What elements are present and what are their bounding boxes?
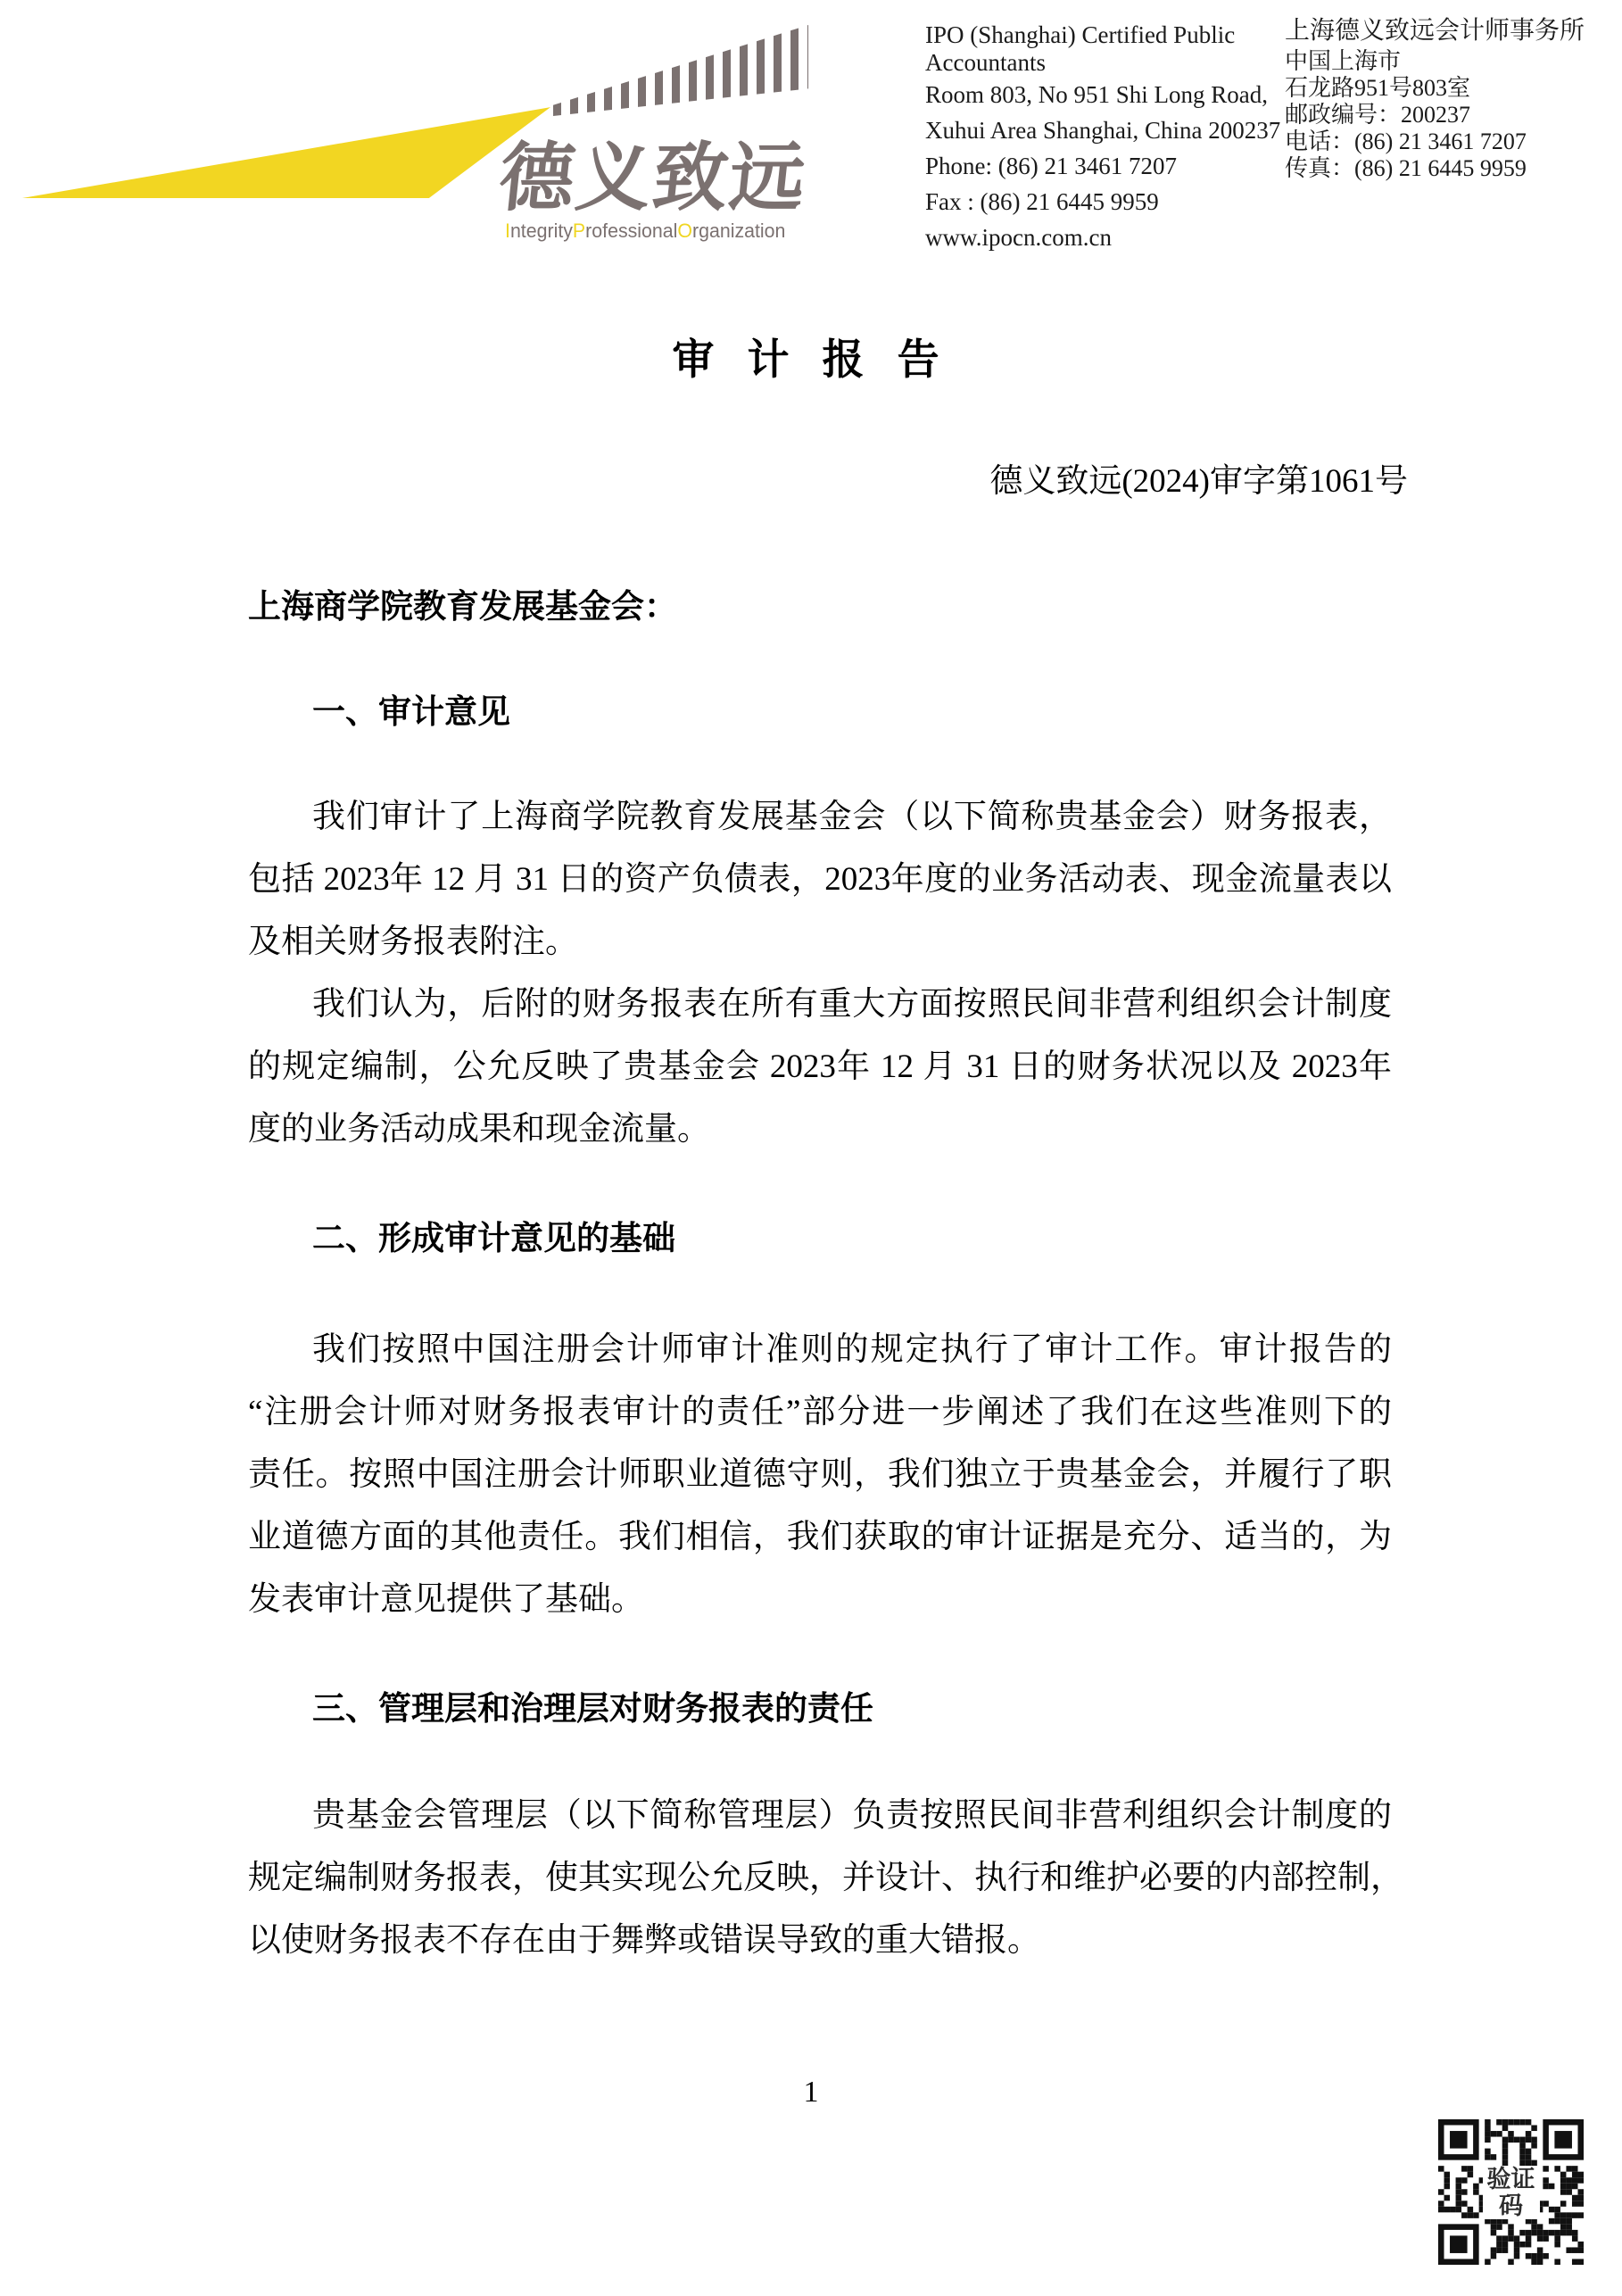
qr-verification-label: 验证码 xyxy=(1483,2166,1540,2219)
section-heading-1: 一、审计意见 xyxy=(312,693,510,730)
section-heading-3: 三、管理层和治理层对财务报表的责任 xyxy=(312,1690,873,1727)
contact-en-line: Xuhui Area Shanghai, China 200237 xyxy=(925,117,1281,144)
paragraph-line: 贵基金会管理层（以下简称管理层）负责按照民间非营利组织会计制度的 xyxy=(312,1797,1392,1834)
contact-cn-line: 石龙路951号803室 xyxy=(1285,75,1471,101)
paragraph-line: 及相关财务报表附注。 xyxy=(248,924,578,960)
contact-en-line: Accountants xyxy=(925,49,1046,76)
paragraph-line: 度的业务活动成果和现金流量。 xyxy=(248,1111,710,1148)
paragraph xyxy=(248,1319,1392,1631)
paragraph xyxy=(248,1785,1403,1972)
contact-cn-line: 邮政编号：200237 xyxy=(1285,102,1471,128)
paragraph xyxy=(248,974,1392,1161)
paragraph xyxy=(248,786,1392,974)
paragraph-line: “注册会计师对财务报表审计的责任”部分进一步阐述了我们在这些准则下的 xyxy=(248,1394,1392,1430)
salutation: 上海商学院教育发展基金会： xyxy=(248,588,677,625)
paragraph-line: 我们审计了上海商学院教育发展基金会（以下简称贵基金会）财务报表， xyxy=(312,799,1392,835)
paragraph-line: 规定编制财务报表，使其实现公允反映，并设计、执行和维护必要的内部控制， xyxy=(248,1860,1403,1896)
tagline-initial-i: I xyxy=(505,220,510,242)
logo-brand-text: 德义致远 xyxy=(495,136,811,220)
paragraph-line: 的规定编制，公允反映了贵基金会 2023年 12 月 31 日的财务状况以及 2023年 xyxy=(248,1049,1392,1085)
logo-bar-chart-icon xyxy=(553,25,808,116)
contact-info-chinese xyxy=(1285,16,1615,182)
tagline-word-organization: rganization xyxy=(691,220,786,242)
verification-qr-code xyxy=(1438,2119,1584,2265)
paragraph-line: 以使财务报表不存在由于舞弊或错误导致的重大错报。 xyxy=(248,1922,1040,1959)
contact-en-line: IPO (Shanghai) Certified Public xyxy=(925,21,1236,48)
contact-info-english xyxy=(925,20,1282,258)
paragraph-line: 我们按照中国注册会计师审计准则的规定执行了审计工作。审计报告的 xyxy=(312,1331,1392,1368)
page-title: 审 计 报 告 xyxy=(672,336,950,383)
paragraph-line: 责任。按照中国注册会计师职业道德守则，我们独立于贵基金会，并履行了职 xyxy=(248,1456,1392,1493)
document-reference-number: 德义致远(2024)审字第1061号 xyxy=(989,463,1408,500)
contact-en-line: Room 803, No 951 Shi Long Road, xyxy=(925,81,1269,108)
contact-en-line: Phone: (86) 21 3461 7207 xyxy=(925,153,1177,179)
paragraph-line: 我们认为，后附的财务报表在所有重大方面按照民间非营利组织会计制度 xyxy=(312,986,1392,1023)
contact-en-website: www.ipocn.com.cn xyxy=(925,224,1112,251)
paragraph-line: 业道德方面的其他责任。我们相信，我们获取的审计证据是充分、适当的，为 xyxy=(248,1519,1392,1555)
report-body xyxy=(248,576,1403,1972)
tagline-word-professional: rofessional xyxy=(585,220,678,242)
contact-cn-line: 电话：(86) 21 3461 7207 xyxy=(1285,128,1527,154)
tagline-initial-o: O xyxy=(677,220,692,242)
page-number: 1 xyxy=(803,2076,819,2109)
logo-yellow-triangle-icon xyxy=(22,105,550,198)
paragraph-line: 包括 2023年 12 月 31 日的资产负债表，2023年度的业务活动表、现金流量表以 xyxy=(248,861,1392,898)
tagline-word-integrity: ntegrity xyxy=(509,220,573,242)
contact-cn-line: 中国上海市 xyxy=(1285,48,1402,74)
section-heading-2: 二、形成审计意见的基础 xyxy=(312,1220,675,1256)
tagline-initial-p: P xyxy=(572,220,586,242)
logo-tagline xyxy=(505,220,816,242)
contact-cn-line: 传真：(86) 21 6445 9959 xyxy=(1285,155,1527,181)
paragraph-line: 发表审计意见提供了基础。 xyxy=(248,1581,644,1618)
contact-cn-firm-name: 上海德义致远会计师事务所 xyxy=(1285,17,1585,45)
contact-en-line: Fax : (86) 21 6445 9959 xyxy=(925,188,1159,215)
